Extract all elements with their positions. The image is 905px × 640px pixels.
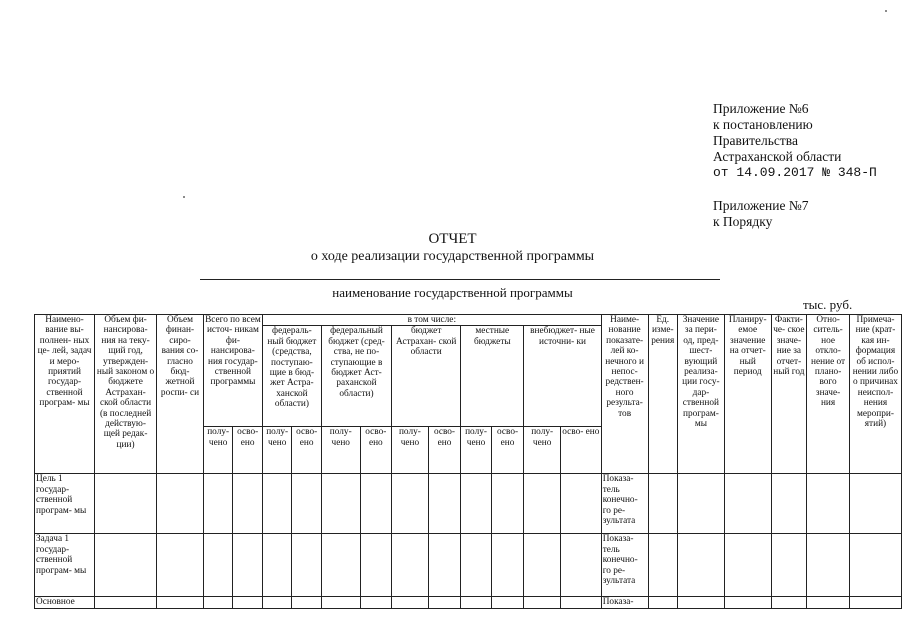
resolution-date: от 14.09.2017 № 348-П [713,165,877,180]
report-subtitle: о ходе реализации государственной программы [310,249,595,264]
table-row [35,474,902,534]
header-prior-value: Значение за пери- од, пред- шест- вующий реализа- ции госу- дар- ственной програм- мы [678,315,725,474]
table-row [35,597,902,609]
header-federal-direct: федеральный бюджет (сред- ства, не по- ступающие в бюджет Аст- раханской области) [321,326,391,427]
header-row [35,315,902,326]
header-received: полу- чено [203,427,233,474]
appendix-line: Приложение №6 [713,101,809,116]
row-name: Цель 1 государ- ственной програм- мы [35,474,95,534]
header-indicators: Наиме- нование показате- лей ко- нечного и непос- редствен- ного результа- тов [601,315,648,474]
scan-speck [885,10,887,12]
header-spent: осво- ено [428,427,461,474]
header-spent: осво- ено [233,427,263,474]
row-name: Задача 1 государ- ственной програм- мы [35,534,95,597]
report-table [34,314,902,609]
header-spent: осво- ено [292,427,322,474]
units-label: тыс. руб. [803,297,853,312]
row-indicator: Показа- тель конечно- го ре- зультата [601,474,648,534]
header-budget-volume: Объем финан- сиро- вания со- гласно бюд- жетной роспи- си [157,315,204,474]
appendix-line: к Порядку [713,214,773,229]
header-spent: осво- ено [360,427,392,474]
scan-speck [183,196,185,198]
appendix-block [713,101,877,181]
header-law-volume: Объем фи- нансирова- ния на теку- щий год, утвержден- ный законом о бюджете Астрахан- ской области (в последней действую- щей редак- ции) [95,315,157,474]
header-federal: федераль- ный бюджет (средства, поступаю- щие в бюд- жет Астра- ханской области) [262,326,321,427]
row-indicator: Показа- тель конечно- го ре- зультата [601,534,648,597]
header-planned: Планиру- емое значение на отчет- ный период [724,315,771,474]
header-regional: бюджет Астрахан- ской области [392,326,461,427]
row-name: Основное [35,597,95,609]
header-total-sources: Всего по всем источ- никам фи- нансирова- ния государ- ственной программы [203,315,262,427]
header-spent: осво- ено [491,427,524,474]
appendix-block-2 [713,198,808,230]
header-received: полу- чено [262,427,292,474]
header-received: полу- чено [461,427,492,474]
header-including: в том числе: [262,315,601,326]
report-title: ОТЧЕТ [428,231,477,247]
table-row [35,534,902,597]
header-local: местные бюджеты [461,326,524,427]
program-name-line [200,279,720,280]
appendix-line: Правительства [713,133,798,148]
header-received: полу- чено [321,427,360,474]
header-received: полу- чено [392,427,429,474]
appendix-line: Приложение №7 [713,198,809,213]
header-unit: Ед. изме- рения [648,315,678,474]
header-received: полу- чено [524,427,561,474]
header-actual: Факти- че- ское значе- ние за отчет- ный год [771,315,807,474]
header-spent: осво- ено [560,427,601,474]
row-indicator: Показа- [601,597,648,609]
header-goals: Наимено- вание вы- полнен- ных це- лей, задач и меро- приятий государ- ственной програм- мы [35,315,95,474]
header-deviation: Отно-ситель- ное откло- нение от плано- вого значе- ния [807,315,850,474]
program-name-caption: наименование государственной программы [332,285,573,300]
header-extrabudget: внебюджет- ные источни- ки [524,326,601,427]
appendix-line: Астраханской области [713,149,842,164]
appendix-line: к постановлению [713,117,813,132]
header-note: Примеча- ние (крат- кая ин- формация об испол- нении либо о причинах неиспол- нения меропри- ятий) [849,315,901,474]
